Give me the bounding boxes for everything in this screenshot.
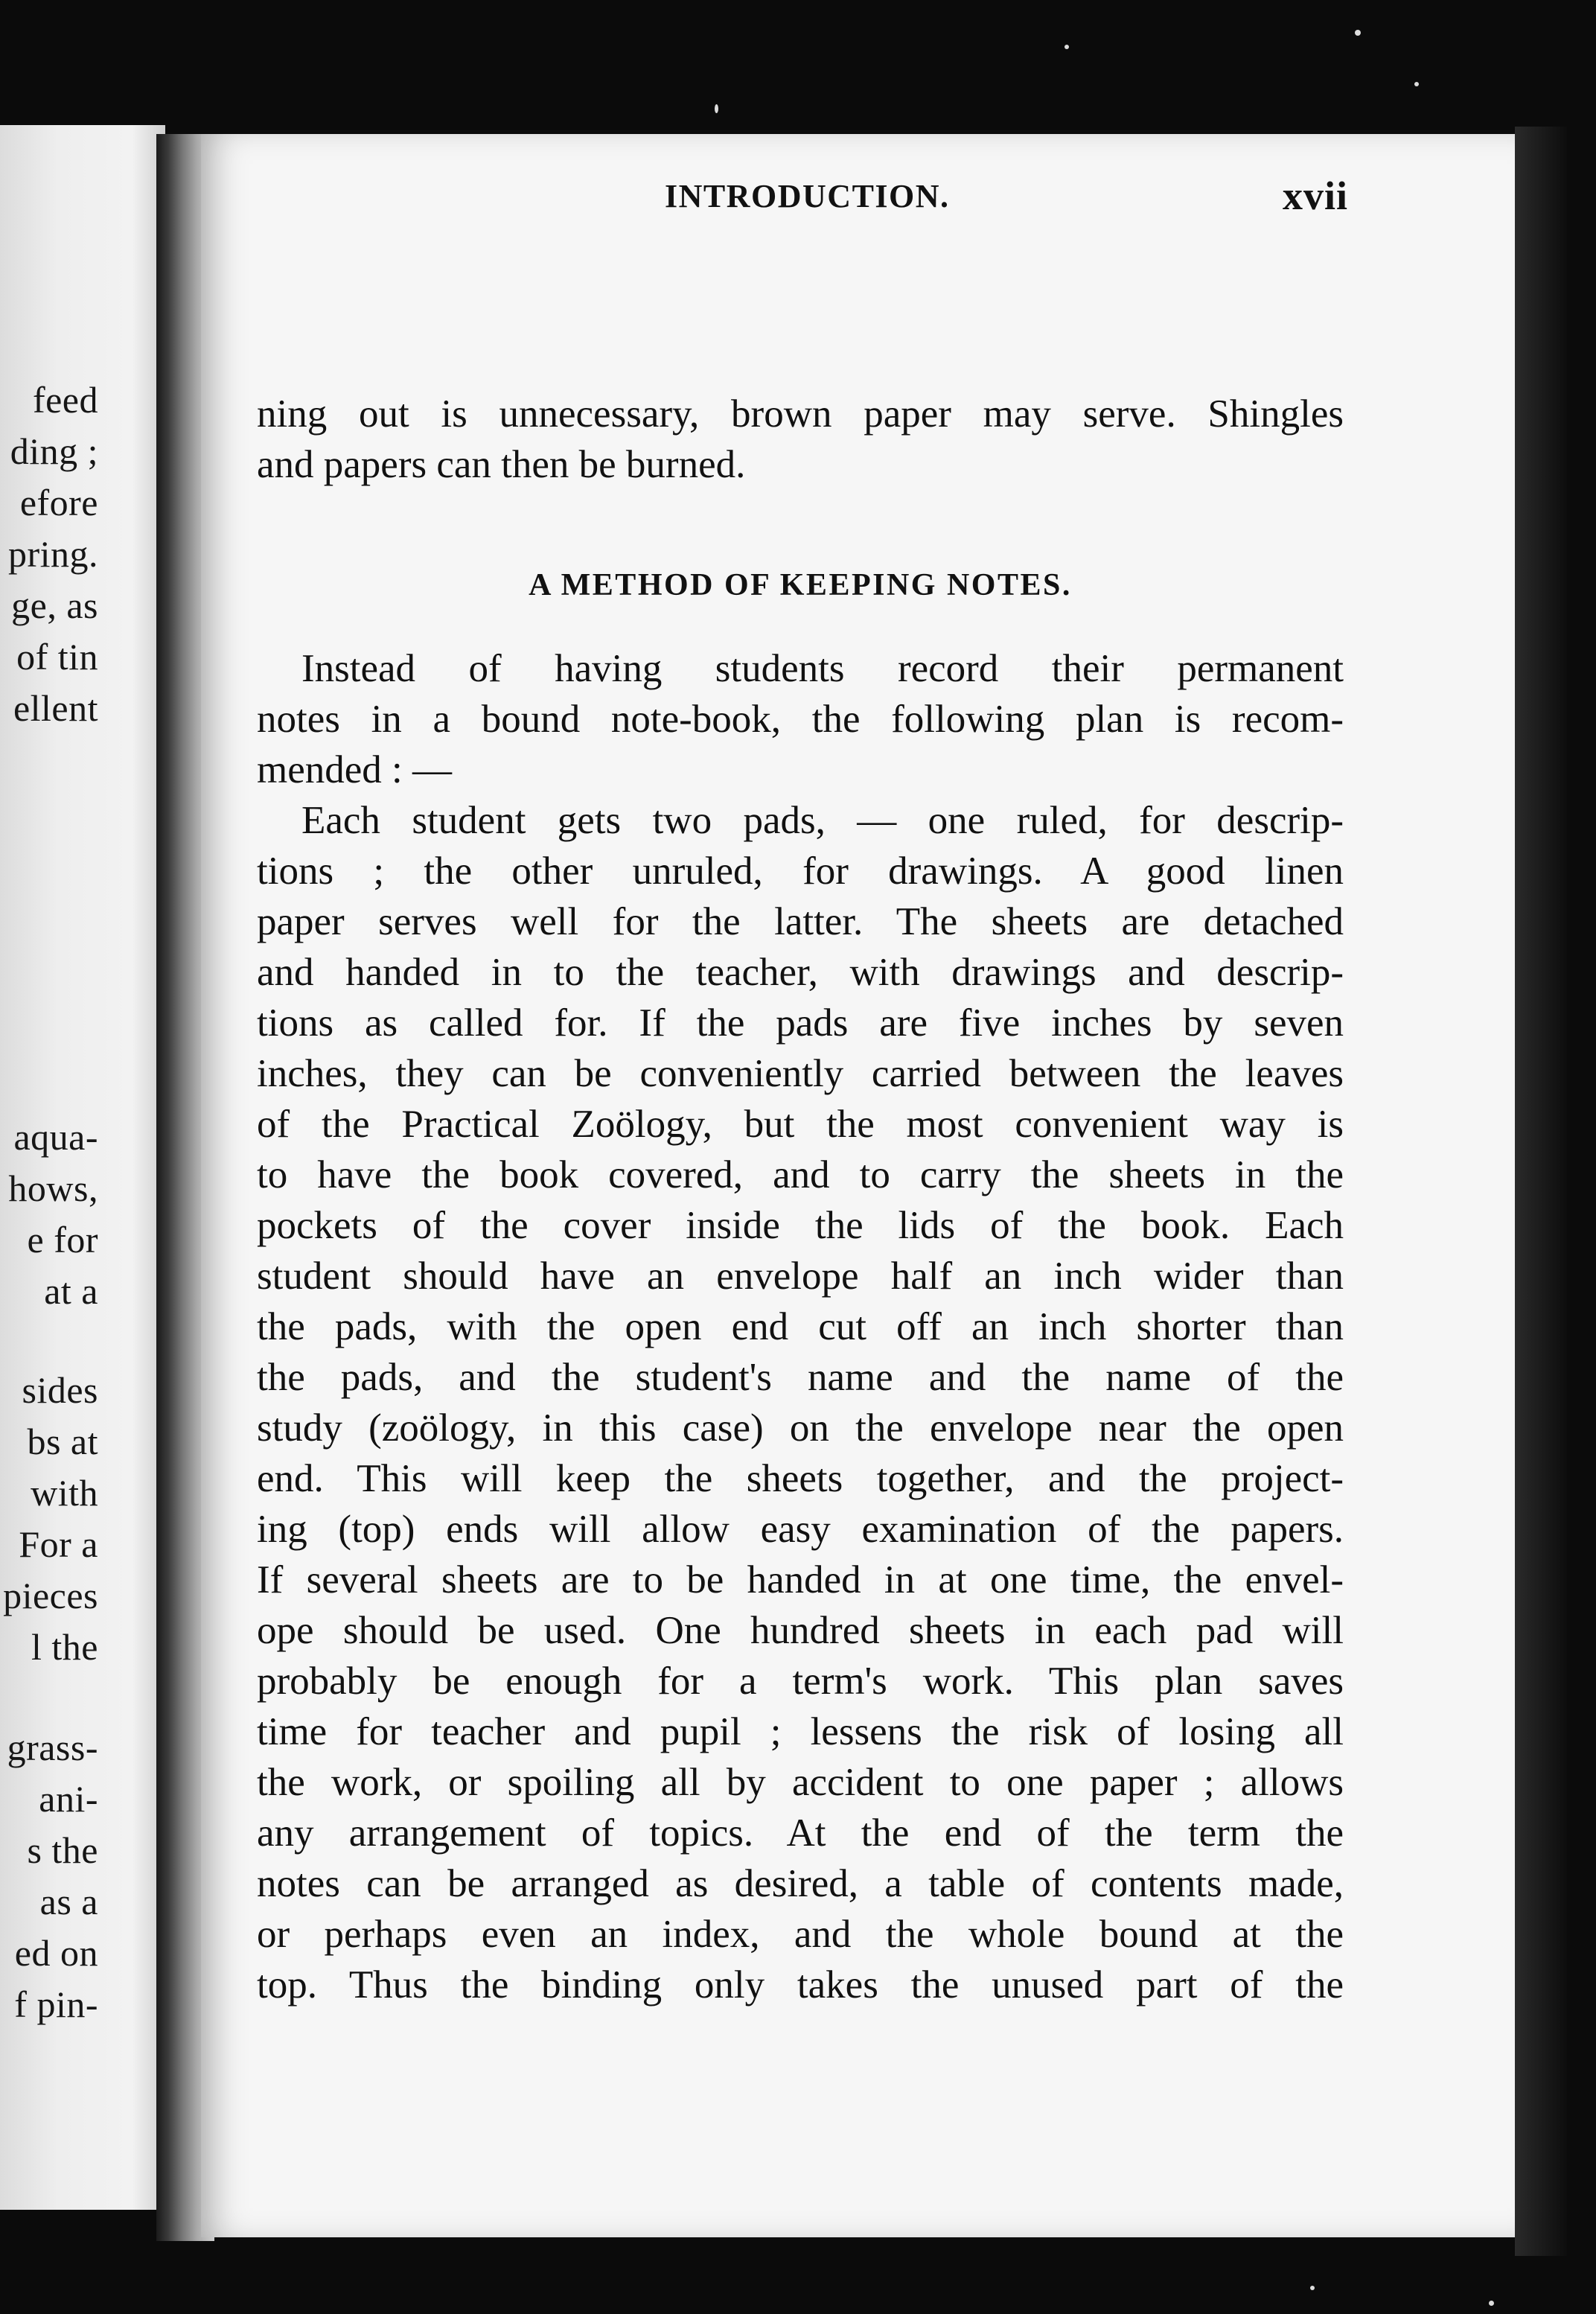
text-line: of the Practical Zoölogy, but the most convenient way is: [257, 1103, 1344, 1146]
text-line: tions ; the other unruled, for drawings. A good linen: [257, 850, 1344, 893]
scan-speck: [1355, 30, 1361, 36]
left-page-fragment: pring.: [7, 533, 98, 575]
left-page-fragment: with: [31, 1472, 98, 1514]
left-page-fragment: feed: [32, 379, 98, 421]
left-page-fragment: ellent: [13, 687, 98, 729]
scan-right-edge: [1515, 127, 1567, 2256]
text-line: paper serves well for the latter. The sheets are detached: [257, 900, 1344, 943]
text-line: pockets of the cover inside the lids of the book. Each: [257, 1204, 1344, 1247]
section-heading: A METHOD OF KEEPING NOTES.: [529, 568, 1072, 602]
left-page-fragment: ding ;: [10, 430, 98, 472]
left-page-fragment: of tin: [16, 636, 98, 678]
text-line: the work, or spoiling all by accident to one paper ; allows: [257, 1761, 1344, 1804]
text-line: student should have an envelope half an inch wider than: [257, 1255, 1344, 1298]
text-line: ing (top) ends will allow easy examination of the papers.: [257, 1508, 1344, 1551]
scan-speck: [1414, 82, 1419, 86]
scan-speck: [1064, 45, 1069, 49]
text-line: If several sheets are to be handed in at one time, the envel-: [257, 1558, 1344, 1601]
left-page-fragment: as a: [39, 1881, 98, 1922]
page-number: xvii: [1282, 173, 1348, 218]
text-line: Each student gets two pads, — one ruled, for descrip-: [301, 799, 1344, 842]
text-line: time for teacher and pupil ; lessens the risk of losing all: [257, 1710, 1344, 1753]
left-page-fragment: ge, as: [11, 584, 98, 626]
text-line: notes in a bound note-book, the following plan is recom-: [257, 698, 1344, 741]
text-line: and handed in to the teacher, with drawings and descrip-: [257, 951, 1344, 994]
scan-speck: [1489, 2301, 1494, 2306]
text-line: notes can be arranged as desired, a table of contents made,: [257, 1862, 1344, 1905]
text-line: inches, they can be conveniently carried between the leaves: [257, 1052, 1344, 1095]
running-head: [469, 173, 1362, 225]
text-line: top. Thus the binding only takes the unused part of the: [257, 1963, 1344, 2007]
left-page-fragment: grass-: [7, 1727, 98, 1768]
left-page-fragment: ani-: [39, 1778, 98, 1820]
left-page-fragment: ed on: [14, 1932, 98, 1974]
left-page-fragment: at a: [44, 1270, 98, 1312]
text-line: ning out is unnecessary, brown paper may serve. Shingles: [257, 392, 1344, 436]
left-page-fragment: hows,: [8, 1167, 98, 1209]
running-head-title: INTRODUCTION.: [665, 178, 950, 214]
left-page-fragment: sides: [22, 1369, 98, 1411]
text-line: probably be enough for a term's work. This plan saves: [257, 1660, 1344, 1703]
text-line: end. This will keep the sheets together, and the project-: [257, 1457, 1344, 1500]
text-line: the pads, with the open end cut off an inch shorter than: [257, 1305, 1344, 1348]
text-line: mended : —: [257, 748, 452, 791]
scan-speck: [1310, 2286, 1315, 2290]
text-line: any arrangement of topics. At the end of the term the: [257, 1811, 1344, 1855]
text-line: the pads, and the student's name and the name of the: [257, 1356, 1344, 1399]
left-page-fragment: e for: [27, 1219, 98, 1260]
text-line: tions as called for. If the pads are five inches by seven: [257, 1001, 1344, 1045]
text-line: Instead of having students record their permanent: [301, 647, 1344, 690]
scan-speck: [715, 104, 718, 113]
left-page-fragment: pieces: [3, 1575, 98, 1616]
text-line: and papers can then be burned.: [257, 443, 746, 486]
left-page-fragment: f pin-: [14, 1983, 98, 2025]
left-page-fragment: For a: [19, 1523, 98, 1565]
left-page-fragment: aqua-: [13, 1116, 98, 1158]
left-page-fragment: l the: [31, 1626, 98, 1668]
previous-page-edge: [0, 125, 165, 2210]
left-page-fragment: s the: [27, 1829, 98, 1871]
text-line: ope should be used. One hundred sheets in each pad will: [257, 1609, 1344, 1652]
text-line: to have the book covered, and to carry the sheets in the: [257, 1153, 1344, 1196]
text-line: or perhaps even an index, and the whole bound at the: [257, 1913, 1344, 1956]
left-page-fragment: efore: [19, 482, 98, 523]
left-page-fragment: bs at: [27, 1421, 98, 1462]
text-line: study (zoölogy, in this case) on the envelope near the open: [257, 1406, 1344, 1450]
